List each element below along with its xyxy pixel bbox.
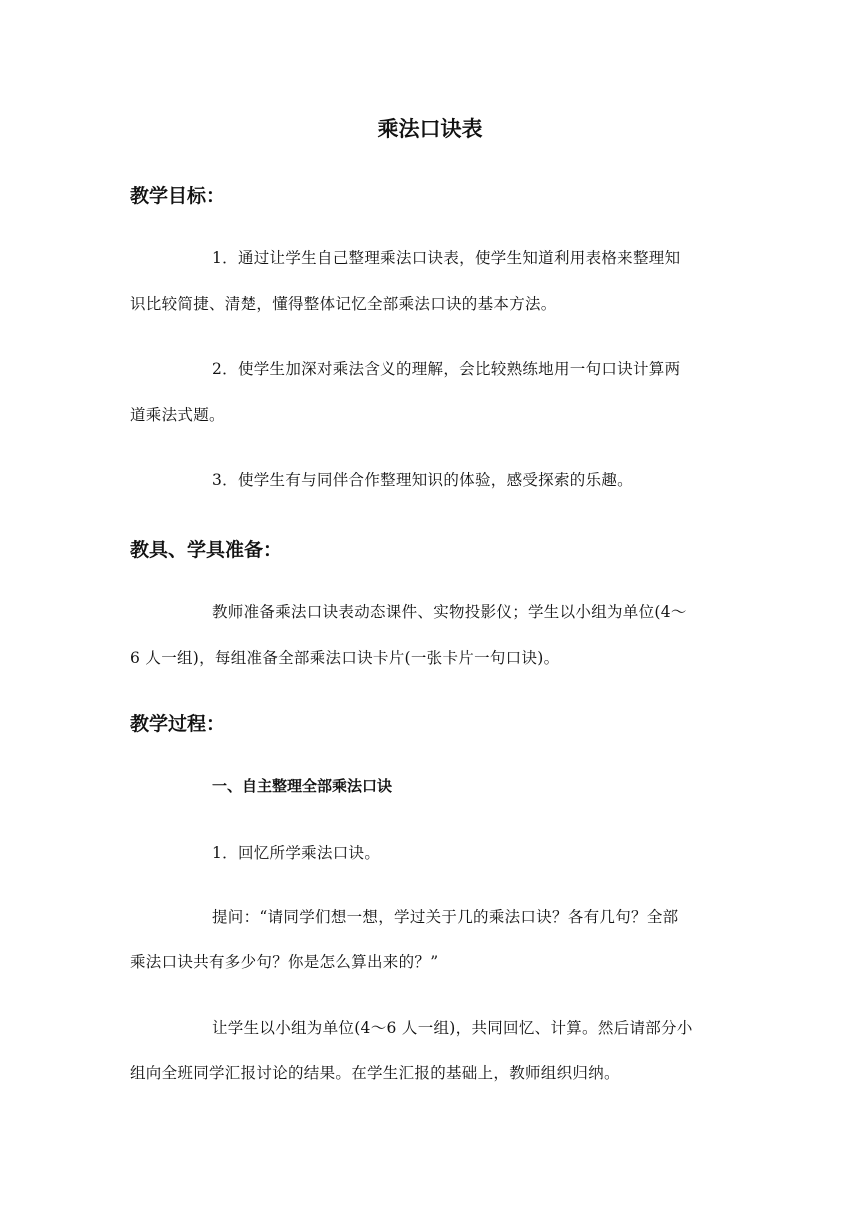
paragraph-goal1-line1: 1．通过让学生自己整理乘法口诀表，使学生知道利用表格来整理知 — [212, 249, 681, 267]
paragraph-goal1-line2: 识比较简捷、清楚，懂得整体记忆全部乘法口诀的基本方法。 — [130, 295, 557, 313]
paragraph-goal3: 3．使学生有与同伴合作整理知识的体验，感受探索的乐趣。 — [212, 471, 633, 489]
paragraph-tools-line2: 6 人一组)，每组准备全部乘法口诀卡片(一张卡片一句口诀)。 — [130, 649, 560, 667]
paragraph-step1-item1: 1．回忆所学乘法口诀。 — [212, 844, 381, 862]
section-heading-process: 教学过程： — [130, 713, 226, 735]
subsection-heading-step1: 一、自主整理全部乘法口诀 — [212, 777, 393, 795]
paragraph-question-line1: 提问：“请同学们想一想，学过关于几的乘法口诀？各有几句？全部 — [212, 908, 679, 926]
page-title: 乘法口诀表 — [377, 117, 483, 141]
paragraph-tools-line1: 教师准备乘法口诀表动态课件、实物投影仪；学生以小组为单位(4～ — [212, 603, 687, 621]
section-heading-tools: 教具、学具准备： — [130, 539, 283, 561]
section-heading-goals: 教学目标： — [130, 185, 226, 207]
paragraph-goal2-line2: 道乘法式题。 — [130, 406, 225, 424]
paragraph-goal2-line1: 2．使学生加深对乘法含义的理解，会比较熟练地用一句口诀计算两 — [212, 360, 681, 378]
paragraph-activity-line1: 让学生以小组为单位(4～6 人一组)，共同回忆、计算。然后请部分小 — [212, 1019, 693, 1037]
paragraph-activity-line2: 组向全班同学汇报讨论的结果。在学生汇报的基础上，教师组织归纳。 — [130, 1064, 620, 1082]
paragraph-question-line2: 乘法口诀共有多少句？你是怎么算出来的？” — [130, 953, 439, 971]
